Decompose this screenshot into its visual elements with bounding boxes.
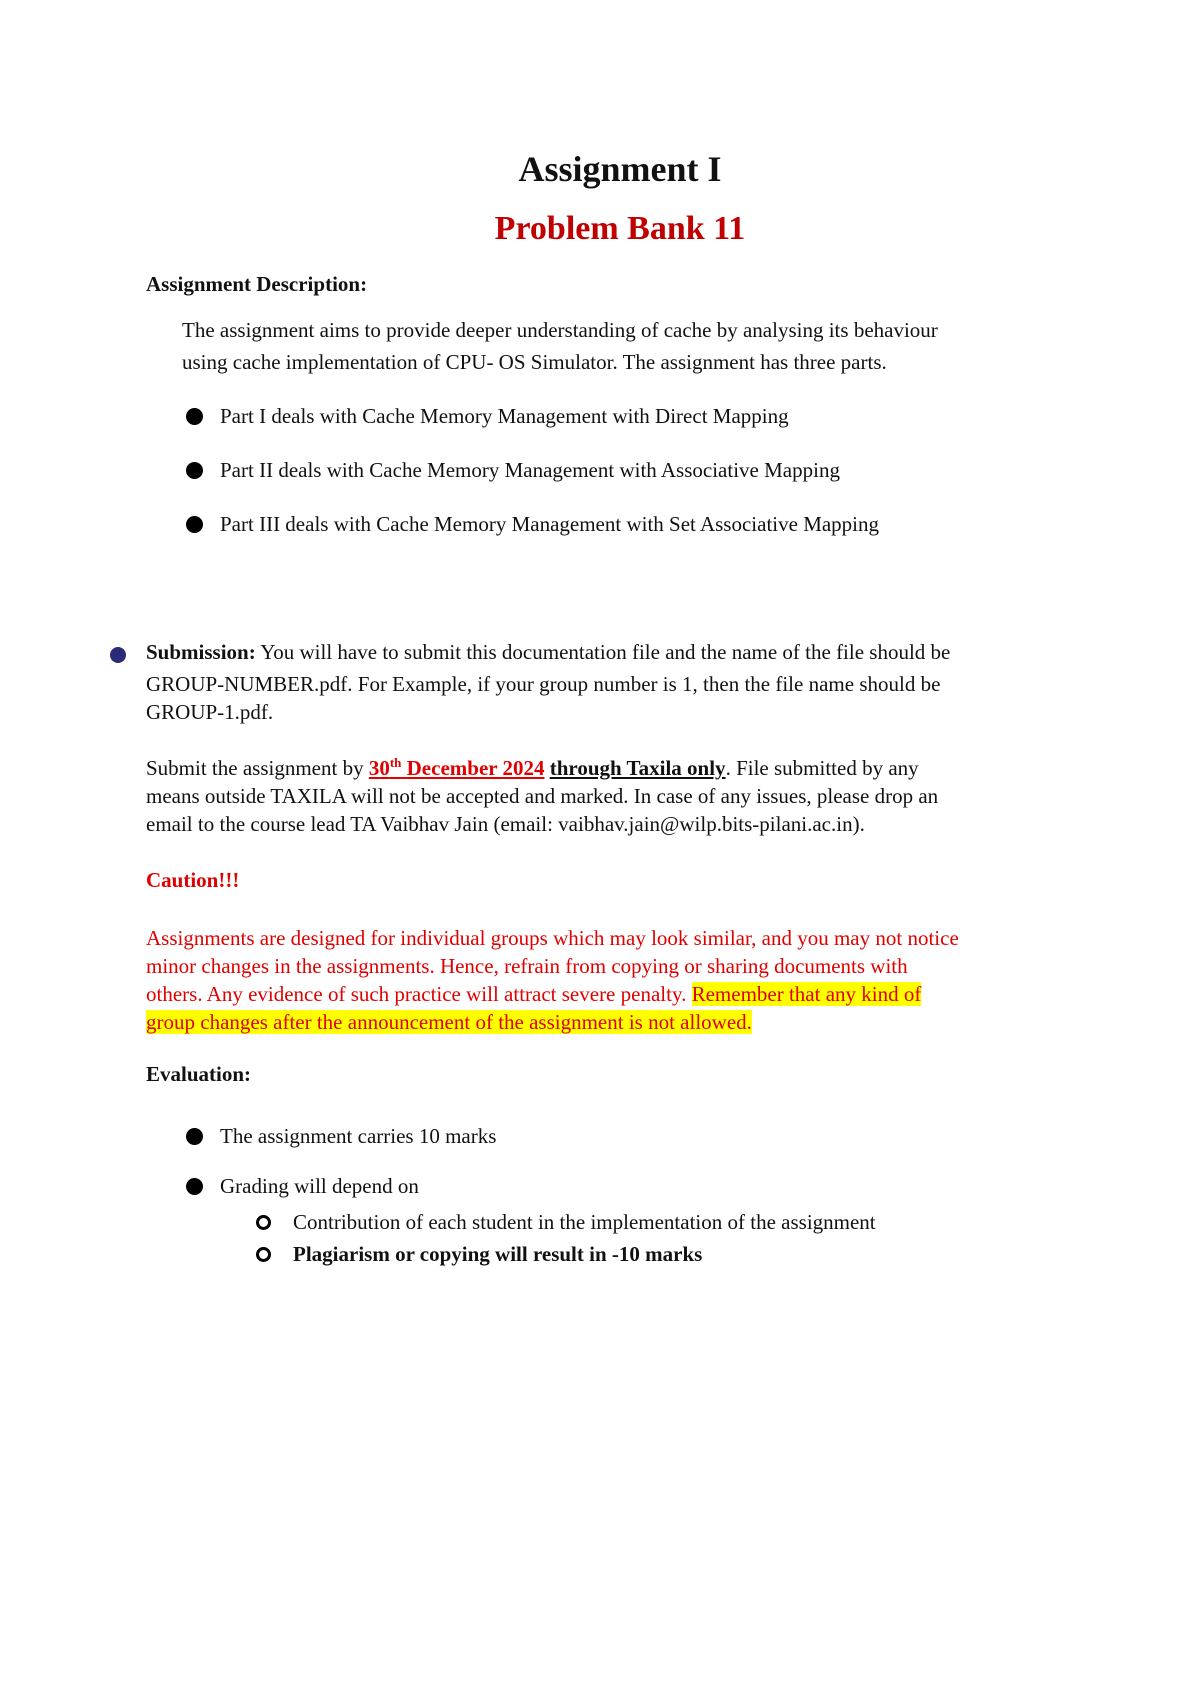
list-item-text: Contribution of each student in the implementation of the assignment	[293, 1210, 876, 1234]
caution-line-4	[146, 1006, 752, 1038]
list-item-part-3	[186, 512, 879, 537]
circle-bullet-icon	[256, 1247, 271, 1262]
list-item-text: Grading will depend on	[220, 1174, 419, 1198]
list-item-part-2	[186, 458, 840, 483]
submission-line-6: email to the course lead TA Vaibhav Jain (email: vaibhav.jain@wilp.bits-pilani.ac.in).	[146, 812, 865, 836]
deadline-month-year: December 2024	[406, 756, 545, 780]
caution-heading: Caution!!!	[146, 868, 240, 892]
caution-text: others. Any evidence of such practice will attract severe penalty.	[146, 982, 687, 1006]
submission-text: You will have to submit this documentation file and the name of the file should be	[260, 640, 951, 664]
submission-line-5: means outside TAXILA will not be accepted and marked. In case of any issues, please drop an	[146, 784, 939, 808]
deadline-channel: through Taxila only	[549, 756, 726, 780]
submission-line-3: GROUP-1.pdf.	[146, 700, 274, 724]
page-title: Assignment I	[518, 149, 722, 189]
list-item-text: Part III deals with Cache Memory Management with Set Associative Mapping	[220, 512, 880, 536]
circle-bullet-icon	[256, 1215, 271, 1230]
list-item-text: Plagiarism or copying will result in -10 marks	[293, 1242, 703, 1266]
bullet-icon	[186, 516, 203, 533]
caution-highlight-1: Remember that any kind of	[691, 982, 922, 1006]
deadline-date	[369, 756, 545, 780]
description-line-2: using cache implementation of CPU- OS Simulator. The assignment has three parts.	[182, 350, 887, 374]
deadline-day: 30	[368, 756, 390, 780]
deadline-suffix: . File submitted by any	[725, 756, 919, 780]
evaluation-item-2	[186, 1174, 419, 1199]
list-item-text: Part II deals with Cache Memory Management with Associative Mapping	[220, 458, 840, 482]
caution-line-1: Assignments are designed for individual groups which may look similar, and you may not notice	[146, 926, 959, 950]
bullet-icon	[186, 408, 203, 425]
evaluation-item-1	[186, 1124, 496, 1149]
evaluation-subitem-1	[256, 1210, 876, 1235]
submission-line-1	[146, 636, 1090, 668]
deadline-prefix: Submit the assignment by	[146, 756, 364, 780]
submission-label: Submission:	[146, 640, 256, 664]
caution-line-2: minor changes in the assignments. Hence, refrain from copying or sharing documents with	[146, 954, 908, 978]
bullet-icon	[186, 1128, 203, 1145]
list-item-part-1	[186, 404, 789, 429]
list-item-text: Part I deals with Cache Memory Management with Direct Mapping	[220, 404, 789, 428]
submission-bullet-icon	[110, 647, 126, 663]
submission-line-2: GROUP-NUMBER.pdf. For Example, if your group number is 1, then the file name should be	[146, 672, 941, 696]
deadline-sup: th	[389, 755, 402, 770]
evaluation-heading: Evaluation:	[146, 1062, 252, 1086]
list-item-text: The assignment carries 10 marks	[220, 1124, 497, 1148]
caution-highlight-2: group changes after the announcement of the assignment is not allowed.	[146, 1010, 752, 1034]
bullet-icon	[186, 1178, 203, 1195]
page-subtitle: Problem Bank 11	[494, 210, 746, 247]
evaluation-subitem-2	[256, 1242, 702, 1267]
bullet-icon	[186, 462, 203, 479]
description-heading: Assignment Description:	[146, 272, 368, 296]
description-line-1: The assignment aims to provide deeper understanding of cache by analysing its behaviour	[182, 318, 938, 342]
